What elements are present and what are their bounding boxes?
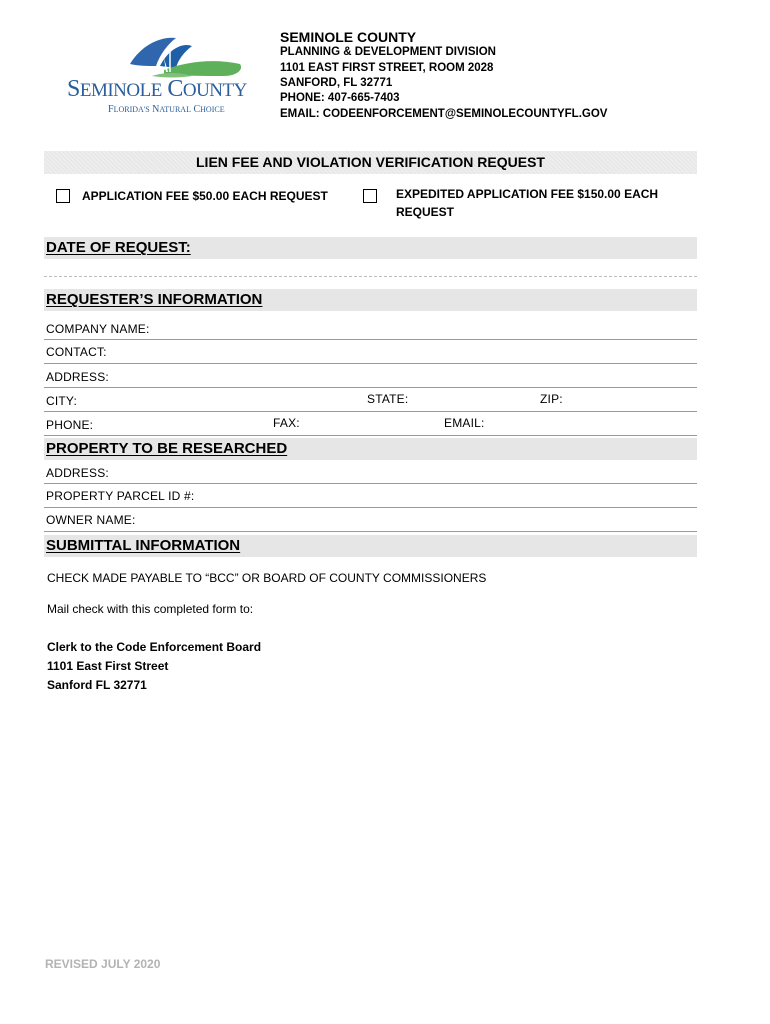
phone-label: PHONE: xyxy=(46,418,94,432)
fax-label: FAX: xyxy=(273,416,300,430)
requester-section-title: REQUESTER’S INFORMATION xyxy=(46,291,263,308)
parcel-id-field[interactable] xyxy=(44,507,697,508)
submittal-section-title: SUBMITTAL INFORMATION xyxy=(46,537,241,554)
state-label: STATE: xyxy=(367,392,409,406)
mail-check-text: Mail check with this completed form to: xyxy=(47,602,254,616)
company-name-label: COMPANY NAME: xyxy=(46,322,150,336)
city-line: SANFORD, FL 32771 xyxy=(280,77,393,89)
contact-label: CONTACT: xyxy=(46,345,107,359)
org-name: SEMINOLE COUNTY xyxy=(280,29,417,45)
email-label: EMAIL: xyxy=(444,416,485,430)
revised-date: REVISED JULY 2020 xyxy=(45,957,161,971)
mailing-address-line-2: 1101 East First Street xyxy=(47,659,169,673)
owner-name-field[interactable] xyxy=(44,531,697,532)
email-line: EMAIL: CODEENFORCEMENT@SEMINOLECOUNTYFL.GOV xyxy=(280,108,608,120)
mailing-address-line-1: Clerk to the Code Enforcement Board xyxy=(47,640,262,654)
form-title-band xyxy=(44,151,697,174)
svg-text:SEMINOLE COUNTY: SEMINOLE COUNTY xyxy=(67,76,247,102)
contact-field[interactable] xyxy=(44,363,697,364)
street-line: 1101 EAST FIRST STREET, ROOM 2028 xyxy=(280,62,494,74)
phone-line: PHONE: 407-665-7403 xyxy=(280,92,400,104)
mailing-address-line-3: Sanford FL 32771 xyxy=(47,678,147,692)
check-payable-text: CHECK MADE PAYABLE TO “BCC” OR BOARD OF COUNTY COMMISSIONERS xyxy=(47,571,487,585)
expedited-fee-label: EXPEDITED APPLICATION FEE $150.00 EACH REQUEST xyxy=(396,187,659,219)
date-of-request-label: DATE OF REQUEST: xyxy=(46,239,191,256)
svg-text:FLORIDA'S NATURAL CHOICE: FLORIDA'S NATURAL CHOICE xyxy=(108,104,225,115)
expedited-fee-checkbox[interactable] xyxy=(363,189,377,203)
form-title: LIEN FEE AND VIOLATION VERIFICATION REQUEST xyxy=(196,154,545,170)
application-fee-label: APPLICATION FEE $50.00 EACH REQUEST xyxy=(82,189,328,203)
requester-address-label: ADDRESS: xyxy=(46,370,109,384)
date-field-line[interactable] xyxy=(44,276,697,277)
phone-fax-email-field[interactable] xyxy=(44,435,697,436)
seminole-county-logo xyxy=(64,36,264,122)
city-state-zip-field[interactable] xyxy=(44,411,697,412)
requester-address-field[interactable] xyxy=(44,387,697,388)
owner-name-label: OWNER NAME: xyxy=(46,513,136,527)
city-label: CITY: xyxy=(46,394,78,408)
zip-label: ZIP: xyxy=(540,392,563,406)
application-fee-checkbox[interactable] xyxy=(56,189,70,203)
property-address-label: ADDRESS: xyxy=(46,466,109,480)
property-section-title: PROPERTY TO BE RESEARCHED xyxy=(46,440,288,457)
property-address-field[interactable] xyxy=(44,483,697,484)
parcel-id-label: PROPERTY PARCEL ID #: xyxy=(46,489,195,503)
company-name-field[interactable] xyxy=(44,339,697,340)
division-line: PLANNING & DEVELOPMENT DIVISION xyxy=(280,46,496,58)
